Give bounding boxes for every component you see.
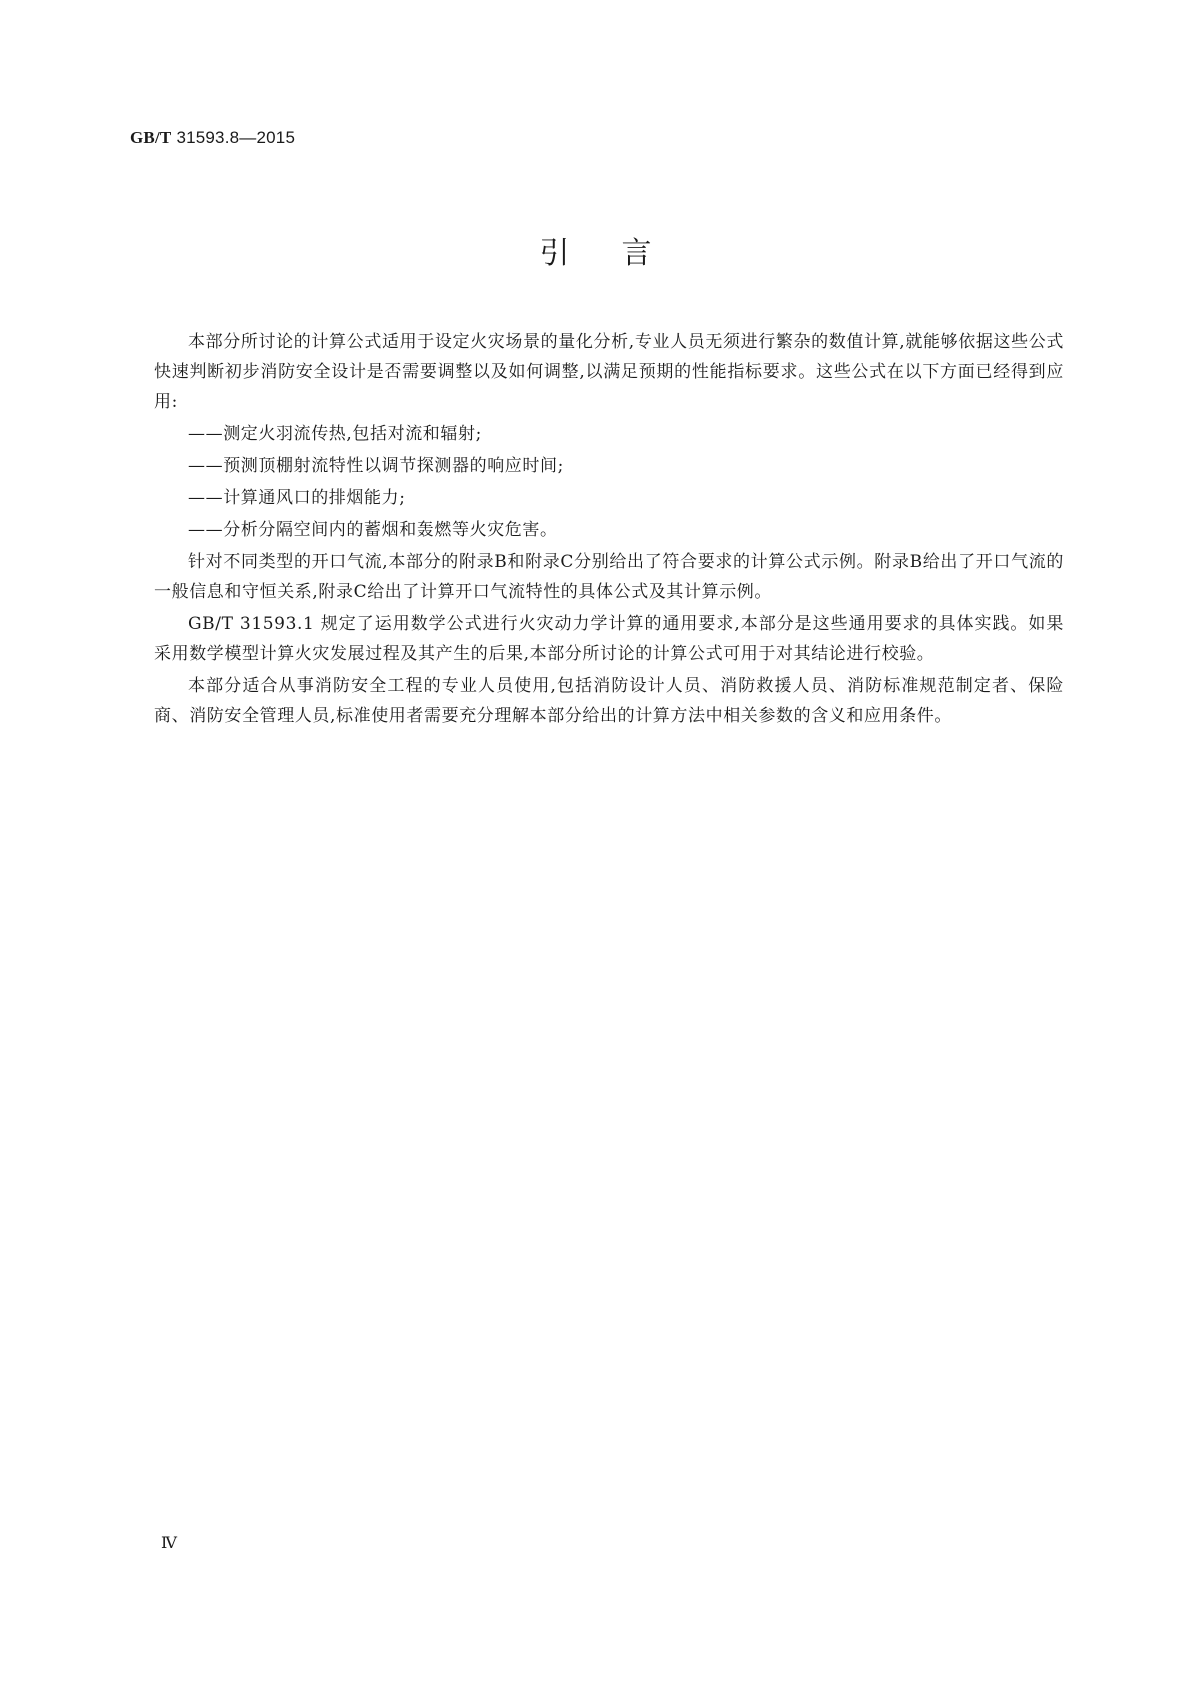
paragraph-scope: 本部分所讨论的计算公式适用于设定火灾场景的量化分析,专业人员无须进行繁杂的数值计算,就能够依据这些公式快速判断初步消防安全设计是否需要调整以及如何调整,以满足预期的性能指标要求。这些公式在以下方面已经得到应用:: [154, 332, 1064, 412]
standard-code-prefix: GB/T: [130, 128, 172, 147]
list-item-plume-heat-transfer: ——测定火羽流传热,包括对流和辐射;: [188, 424, 482, 444]
list-item-ceiling-jet: ——预测顶棚射流特性以调节探测器的响应时间;: [188, 456, 564, 476]
paragraph-general-requirements: GB/T 31593.1 规定了运用数学公式进行火灾动力学计算的通用要求,本部分是这些通用要求的具体实践。如果采用数学模型计算火灾发展过程及其产生的后果,本部分所讨论的计算公式可用于对其结论进行校验。: [154, 614, 1064, 664]
list-item-vent-smoke-exhaust: ——计算通风口的排烟能力;: [188, 488, 406, 508]
paragraph-annexes: 针对不同类型的开口气流,本部分的附录B和附录C分别给出了符合要求的计算公式示例。附录B给出了开口气流的一般信息和守恒关系,附录C给出了计算开口气流特性的具体公式及其计算示例。: [154, 552, 1064, 602]
list-item-compartment-hazards: ——分析分隔空间内的蓄烟和轰燃等火灾危害。: [188, 520, 558, 540]
section-title: 引言: [539, 236, 704, 271]
introduction-body: [154, 327, 1064, 733]
standard-code-number: 31593.8—2015: [176, 128, 296, 147]
standard-code-header: [130, 128, 295, 148]
paragraph-intended-users: 本部分适合从事消防安全工程的专业人员使用,包括消防设计人员、消防救援人员、消防标准规范制定者、保险商、消防安全管理人员,标准使用者需要充分理解本部分给出的计算方法中相关参数的含义和应用条件。: [154, 676, 1064, 726]
page-number: Ⅳ: [161, 1535, 177, 1552]
